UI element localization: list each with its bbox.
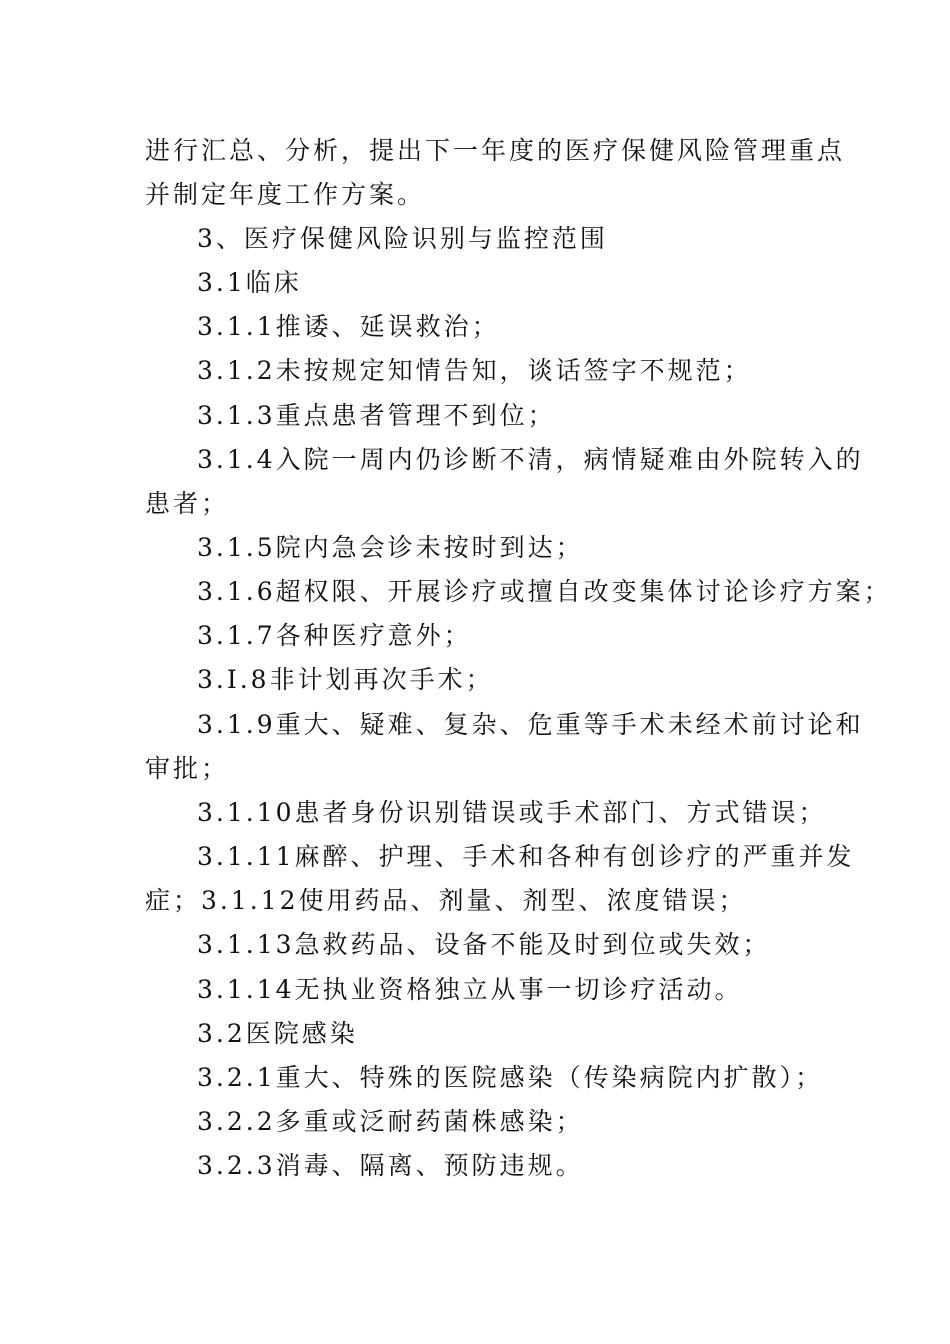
paragraph-continuation-line: 并制定年度工作方案。: [145, 180, 426, 209]
paragraph-continuation-line: 进行汇总、分析，提出下一年度的医疗保健风险管理重点: [145, 136, 846, 165]
list-item-3-1-4-continuation: 患者；: [145, 489, 230, 518]
list-item-3-1-5: 3.1.5院内急会诊未按时到达；: [197, 533, 584, 562]
subsection-heading-3-2: 3.2医院感染: [197, 1019, 358, 1048]
list-item-3-2-1: 3.2.1重大、特殊的医院感染（传染病院内扩散）；: [197, 1063, 824, 1092]
section-heading-3: 3、医疗保健风险识别与监控范围: [197, 224, 608, 253]
list-item-3-1-4: 3.1.4入院一周内仍诊断不清，病情疑难由外院转入的: [197, 445, 864, 474]
list-item-3-1-8: 3.I.8非计划再次手术；: [197, 665, 494, 694]
list-item-3-1-13: 3.1.13急救药品、设备不能及时到位或失效；: [197, 930, 771, 959]
list-item-3-1-11-continuation: 症；3.1.12使用药品、剂量、剂型、浓度错误；: [145, 886, 747, 915]
list-item-3-1-2: 3.1.2未按规定知情告知，谈话签字不规范；: [197, 356, 752, 385]
subsection-heading-3-1: 3.1临床: [197, 268, 302, 297]
list-item-3-1-3: 3.1.3重点患者管理不到位；: [197, 401, 556, 430]
list-item-3-1-9-continuation: 审批；: [145, 754, 230, 783]
list-item-3-1-11: 3.1.11麻醉、护理、手术和各种有创诊疗的严重并发: [197, 842, 855, 871]
list-item-3-2-2: 3.2.2多重或泛耐药菌株感染；: [197, 1107, 584, 1136]
list-item-3-2-3: 3.2.3消毒、隔离、预防违规。: [197, 1151, 584, 1180]
list-item-3-1-9: 3.1.9重大、疑难、复杂、危重等手术未经术前讨论和: [197, 710, 864, 739]
list-item-3-1-1: 3.1.1推诿、延误救治；: [197, 312, 500, 341]
list-item-3-1-14: 3.1.14无执业资格独立从事一切诊疗活动。: [197, 975, 743, 1004]
list-item-3-1-7: 3.1.7各种医疗意外；: [197, 621, 472, 650]
list-item-3-1-6: 3.1.6超权限、开展诊疗或擅自改变集体讨论诊疗方案；: [197, 577, 892, 606]
list-item-3-1-10: 3.1.10患者身份识别错误或手术部门、方式错误；: [197, 798, 827, 827]
